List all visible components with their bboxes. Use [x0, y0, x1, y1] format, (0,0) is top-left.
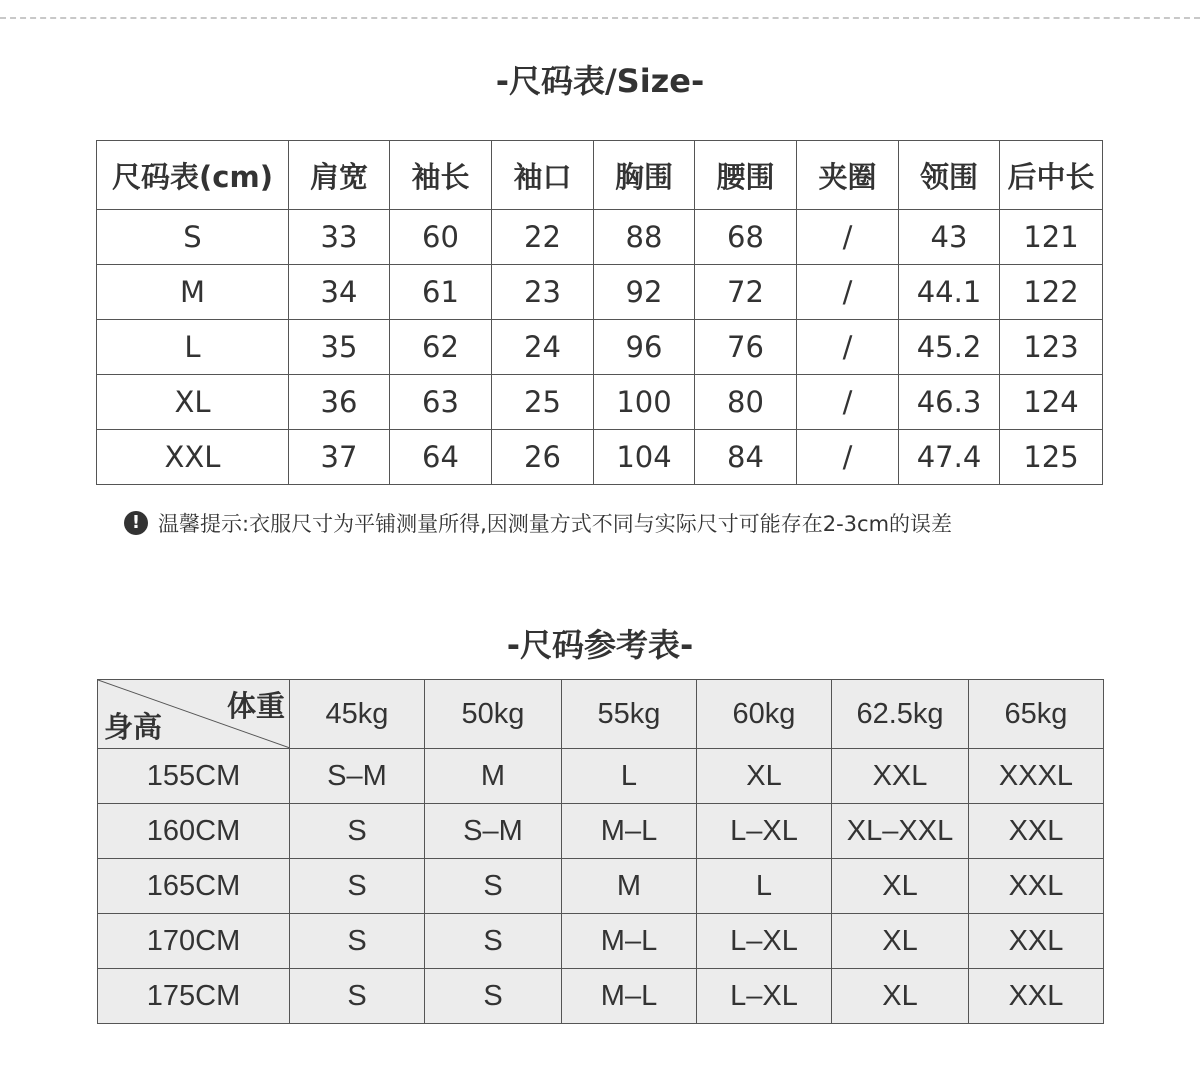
recommended-size-cell: S	[425, 859, 562, 914]
weight-header-cell: 50kg	[425, 680, 562, 749]
size-header-cell: 夹圈	[797, 141, 899, 210]
size-value-cell: /	[797, 210, 899, 265]
size-header-cell: 后中长	[1000, 141, 1103, 210]
size-chart-title: -尺码表/Size-	[495, 62, 705, 100]
tip-text: 温馨提示:衣服尺寸为平铺测量所得,因测量方式不同与实际尺寸可能存在2-3cm的误差	[158, 512, 953, 536]
size-value-cell: 123	[1000, 320, 1103, 375]
recommended-size-cell: S	[290, 969, 425, 1024]
recommended-size-cell: S–M	[290, 749, 425, 804]
recommended-size-cell: XL–XXL	[832, 804, 969, 859]
size-value-cell: 33	[289, 210, 390, 265]
size-value-cell: 46.3	[899, 375, 1000, 430]
size-value-cell: 104	[594, 430, 695, 485]
dashed-divider	[0, 17, 1200, 19]
size-value-cell: 88	[594, 210, 695, 265]
table-row	[97, 265, 1103, 320]
table-row	[98, 859, 1104, 914]
recommended-size-cell: XL	[832, 914, 969, 969]
recommended-size-cell: XXL	[969, 914, 1104, 969]
recommended-size-cell: S	[425, 969, 562, 1024]
size-header-cell: 袖长	[390, 141, 492, 210]
size-value-cell: /	[797, 265, 899, 320]
recommended-size-cell: XXL	[969, 804, 1104, 859]
size-label-cell: M	[97, 265, 289, 320]
size-value-cell: 47.4	[899, 430, 1000, 485]
height-label: 身高	[104, 710, 163, 744]
table-row	[98, 804, 1104, 859]
size-header-cell: 腰围	[695, 141, 797, 210]
size-header-cell: 胸围	[594, 141, 695, 210]
size-value-cell: /	[797, 375, 899, 430]
height-cell: 160CM	[98, 804, 290, 859]
height-cell: 155CM	[98, 749, 290, 804]
recommended-size-cell: L	[697, 859, 832, 914]
table-row	[97, 375, 1103, 430]
size-value-cell: 22	[492, 210, 594, 265]
size-value-cell: 45.2	[899, 320, 1000, 375]
size-value-cell: /	[797, 320, 899, 375]
size-label-cell: XL	[97, 375, 289, 430]
size-tip	[124, 508, 952, 538]
size-value-cell: 96	[594, 320, 695, 375]
recommended-size-cell: XXL	[969, 969, 1104, 1024]
table-row	[97, 430, 1103, 485]
weight-header-cell: 65kg	[969, 680, 1104, 749]
table-row	[98, 969, 1104, 1024]
size-value-cell: 25	[492, 375, 594, 430]
size-value-cell: 36	[289, 375, 390, 430]
size-reference-title: -尺码参考表-	[506, 626, 694, 664]
recommended-size-cell: S–M	[425, 804, 562, 859]
weight-header-cell: 55kg	[562, 680, 697, 749]
weight-header-cell: 45kg	[290, 680, 425, 749]
weight-label: 体重	[226, 689, 285, 723]
size-chart-table	[96, 140, 1103, 485]
size-header-cell: 领围	[899, 141, 1000, 210]
size-value-cell: 44.1	[899, 265, 1000, 320]
recommended-size-cell: M–L	[562, 914, 697, 969]
size-value-cell: 80	[695, 375, 797, 430]
size-header-cell: 袖口	[492, 141, 594, 210]
recommended-size-cell: M–L	[562, 969, 697, 1024]
size-label-cell: L	[97, 320, 289, 375]
size-value-cell: 76	[695, 320, 797, 375]
size-value-cell: 23	[492, 265, 594, 320]
size-value-cell: 72	[695, 265, 797, 320]
recommended-size-cell: M–L	[562, 804, 697, 859]
size-value-cell: 125	[1000, 430, 1103, 485]
recommended-size-cell: M	[562, 859, 697, 914]
height-cell: 170CM	[98, 914, 290, 969]
size-value-cell: 24	[492, 320, 594, 375]
size-value-cell: 100	[594, 375, 695, 430]
recommended-size-cell: XXL	[969, 859, 1104, 914]
recommended-size-cell: XXL	[832, 749, 969, 804]
size-value-cell: 92	[594, 265, 695, 320]
size-header-cell: 肩宽	[289, 141, 390, 210]
size-value-cell: 64	[390, 430, 492, 485]
recommended-size-cell: M	[425, 749, 562, 804]
recommended-size-cell: S	[425, 914, 562, 969]
size-value-cell: 26	[492, 430, 594, 485]
recommended-size-cell: XXXL	[969, 749, 1104, 804]
size-value-cell: 34	[289, 265, 390, 320]
size-value-cell: 43	[899, 210, 1000, 265]
size-reference-table	[97, 679, 1104, 1024]
size-label-cell: S	[97, 210, 289, 265]
exclamation-icon: !	[124, 511, 148, 535]
size-value-cell: 60	[390, 210, 492, 265]
table-row	[97, 210, 1103, 265]
size-value-cell: 124	[1000, 375, 1103, 430]
recommended-size-cell: S	[290, 914, 425, 969]
height-cell: 165CM	[98, 859, 290, 914]
weight-header-cell: 60kg	[697, 680, 832, 749]
table-row	[97, 320, 1103, 375]
size-value-cell: 63	[390, 375, 492, 430]
recommended-size-cell: S	[290, 859, 425, 914]
size-value-cell: 62	[390, 320, 492, 375]
table-row	[98, 914, 1104, 969]
recommended-size-cell: XL	[832, 969, 969, 1024]
recommended-size-cell: L–XL	[697, 914, 832, 969]
weight-header-cell: 62.5kg	[832, 680, 969, 749]
size-value-cell: 121	[1000, 210, 1103, 265]
ref-corner-cell	[98, 680, 290, 749]
ref-header-row	[98, 680, 1104, 749]
size-label-cell: XXL	[97, 430, 289, 485]
size-value-cell: 61	[390, 265, 492, 320]
recommended-size-cell: XL	[832, 859, 969, 914]
size-header-row	[97, 141, 1103, 210]
table-row	[98, 749, 1104, 804]
recommended-size-cell: L–XL	[697, 804, 832, 859]
size-value-cell: /	[797, 430, 899, 485]
size-value-cell: 35	[289, 320, 390, 375]
height-cell: 175CM	[98, 969, 290, 1024]
size-value-cell: 122	[1000, 265, 1103, 320]
size-value-cell: 68	[695, 210, 797, 265]
size-value-cell: 84	[695, 430, 797, 485]
size-header-cell: 尺码表(cm)	[97, 141, 289, 210]
size-value-cell: 37	[289, 430, 390, 485]
recommended-size-cell: S	[290, 804, 425, 859]
recommended-size-cell: L–XL	[697, 969, 832, 1024]
recommended-size-cell: L	[562, 749, 697, 804]
recommended-size-cell: XL	[697, 749, 832, 804]
